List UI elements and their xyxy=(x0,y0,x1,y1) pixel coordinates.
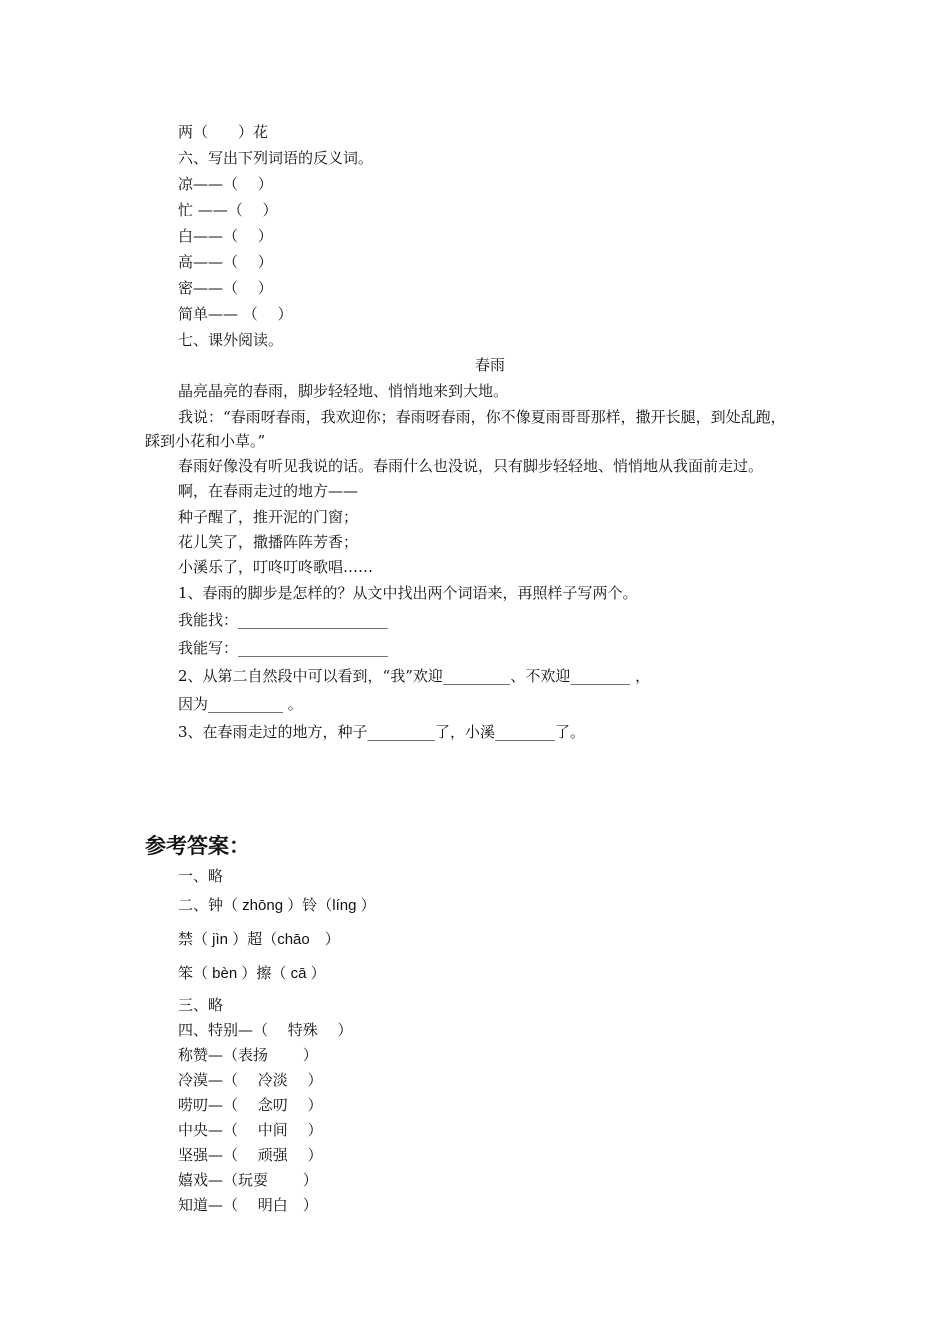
synonym-answer: 四、特别—（ 特殊 ） xyxy=(178,1021,353,1039)
antonym-item: 白——（ ） xyxy=(178,227,273,245)
pinyin-text: chāo ） xyxy=(277,931,340,948)
answer-label: 笨（ xyxy=(178,964,209,982)
answer-label: 超（ xyxy=(247,930,278,948)
antonym-item: 密——（ ） xyxy=(178,279,273,297)
passage-title: 春雨 xyxy=(474,356,505,374)
answer-item-pinyin xyxy=(178,963,326,984)
passage-paragraph: 花儿笑了，撒播阵阵芳香； xyxy=(178,533,359,551)
answer-item: 三、略 xyxy=(178,996,224,1014)
passage-paragraph: 啊，在春雨走过的地方—— xyxy=(178,482,359,500)
pinyin-text: cā ） xyxy=(286,965,326,982)
answer-item-pinyin xyxy=(178,929,340,950)
answer-key-heading: 参考答案： xyxy=(145,834,250,858)
pinyin-text: zhōng ） xyxy=(238,897,303,914)
fill-blank-line: 两（ ）花 xyxy=(178,123,269,141)
synonym-answer: 知道—（ 明白 ） xyxy=(178,1196,318,1214)
pinyin-text: líng ） xyxy=(332,897,376,914)
synonym-answer: 称赞—（表扬 ） xyxy=(178,1046,318,1064)
question-6-title: 六、写出下列词语的反义词。 xyxy=(178,149,374,167)
passage-paragraph: 春雨好像没有听见我说的话。春雨什么也没说，只有脚步轻轻地、悄悄地从我面前走过。 xyxy=(178,457,764,475)
reading-question-1: 1、春雨的脚步是怎样的？从文中找出两个词语来，再照样子写两个。 xyxy=(178,584,638,602)
synonym-answer: 冷漠—（ 冷淡 ） xyxy=(178,1071,323,1089)
passage-paragraph: 我说：“春雨呀春雨，我欢迎你；春雨呀春雨，你不像夏雨哥哥那样，撒开长腿，到处乱跑， xyxy=(178,408,786,426)
antonym-item: 忙 ——（ ） xyxy=(178,201,278,219)
answer-line: 我能找：____________________ xyxy=(178,611,389,629)
question-7-title: 七、课外阅读。 xyxy=(178,331,284,349)
synonym-answer: 嬉戏—（玩耍 ） xyxy=(178,1171,318,1189)
passage-paragraph: 小溪乐了，叮咚叮咚歌唱…… xyxy=(178,558,374,576)
passage-paragraph-continued: 踩到小花和小草。” xyxy=(145,432,266,450)
answer-line: 我能写：____________________ xyxy=(178,639,389,657)
reading-question-2: 2、从第二自然段中可以看到，“我”欢迎_________、不欢迎________ ， xyxy=(178,667,651,685)
answer-item-pinyin xyxy=(178,895,376,916)
answer-label: 禁（ xyxy=(178,930,209,948)
answer-label: 二、钟（ xyxy=(178,896,239,914)
synonym-answer: 坚强—（ 顽强 ） xyxy=(178,1146,323,1164)
answer-label: 擦（ xyxy=(256,964,287,982)
reading-question-2-continued: 因为__________ 。 xyxy=(178,695,303,713)
antonym-item: 凉——（ ） xyxy=(178,175,273,193)
synonym-answer: 唠叨—（ 念叨 ） xyxy=(178,1096,323,1114)
answer-item: 一、略 xyxy=(178,867,224,885)
synonym-answer: 中央—（ 中间 ） xyxy=(178,1121,323,1139)
passage-paragraph: 晶亮晶亮的春雨，脚步轻轻地、悄悄地来到大地。 xyxy=(178,382,509,400)
reading-question-3: 3、在春雨走过的地方，种子_________了，小溪________了。 xyxy=(178,723,586,741)
pinyin-text: jìn ） xyxy=(208,931,248,948)
answer-label: 铃（ xyxy=(302,896,333,914)
pinyin-text: bèn ） xyxy=(208,965,257,982)
antonym-item: 高——（ ） xyxy=(178,253,273,271)
antonym-item: 简单—— （ ） xyxy=(178,305,293,323)
passage-paragraph: 种子醒了，推开泥的门窗； xyxy=(178,508,359,526)
